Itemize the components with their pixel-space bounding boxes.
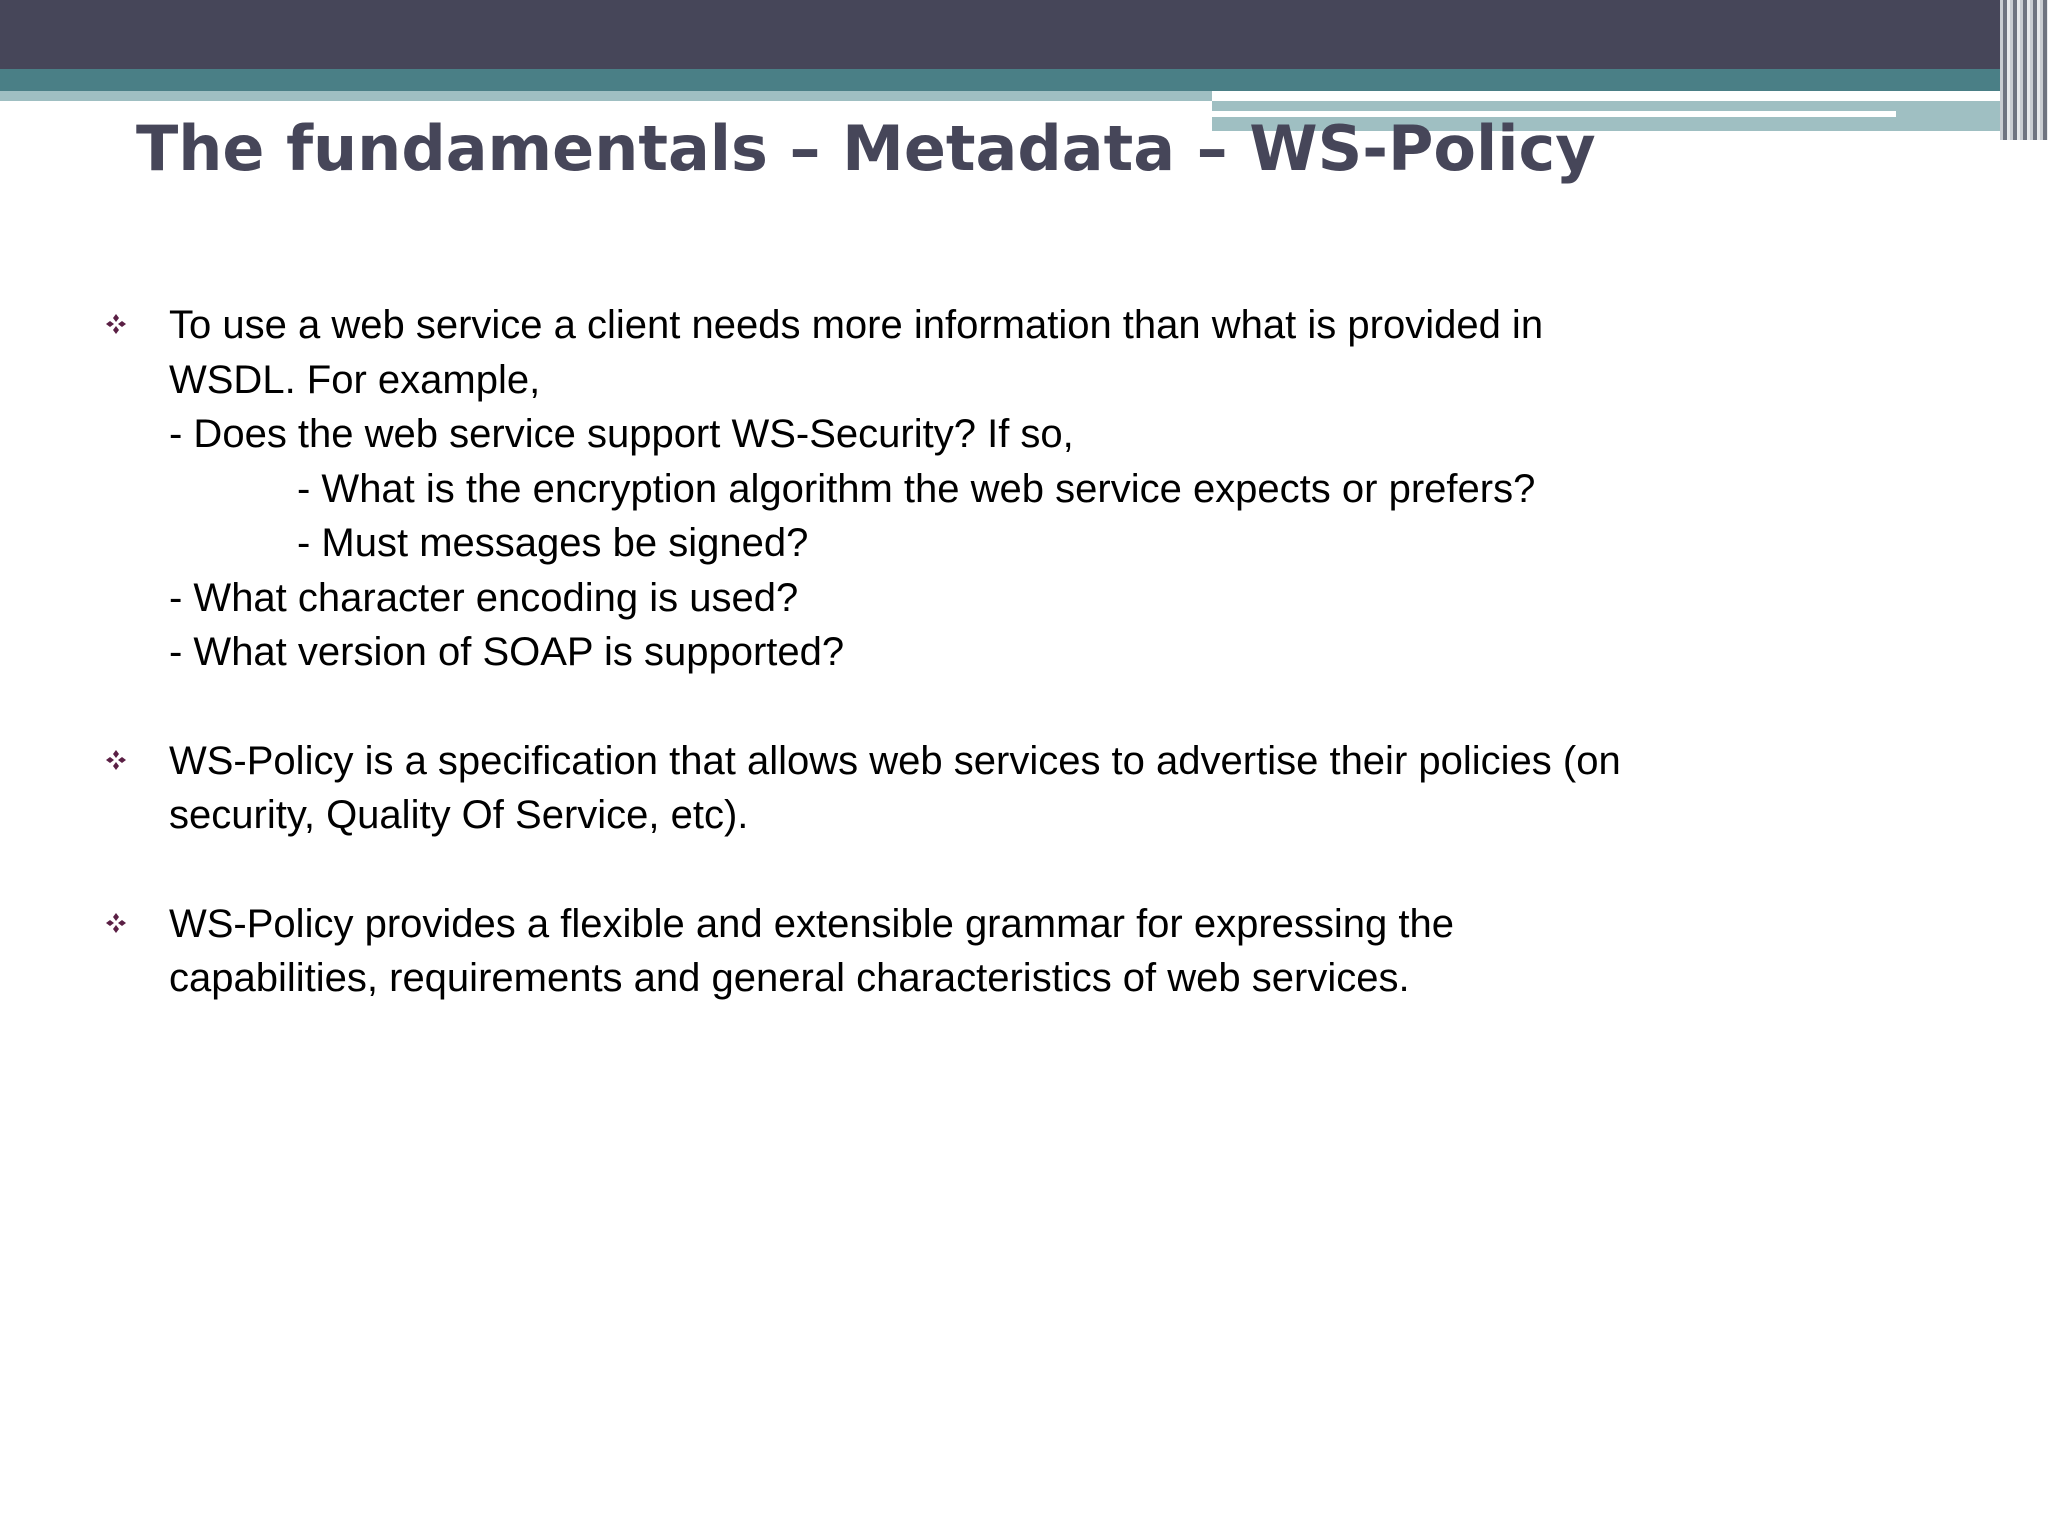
bullet-item bbox=[0, 897, 1869, 1006]
four-diamond-bullet-icon bbox=[105, 313, 127, 335]
bullet-text-line: WSDL. For example, bbox=[169, 357, 541, 402]
bullet-text-line: WS-Policy provides a flexible and extensible grammar for expressing the bbox=[169, 901, 1455, 946]
sub-sub-item-line: - Must messages be signed? bbox=[297, 521, 809, 565]
four-diamond-bullet-icon bbox=[105, 912, 127, 934]
slide-title: The fundamentals – Metadata – WS-Policy bbox=[136, 112, 1596, 185]
header-band-light-left bbox=[0, 91, 1212, 101]
sub-sub-item-line: - What is the encryption algorithm the web service expects or prefers? bbox=[297, 466, 1536, 511]
sub-item-line: - What character encoding is used? bbox=[169, 575, 799, 620]
bullet-text-line: To use a web service a client needs more information than what is provided in bbox=[169, 303, 1544, 347]
header-stripe-decoration bbox=[2000, 0, 2048, 140]
slide-content bbox=[0, 298, 2048, 1006]
bullet-item bbox=[0, 298, 1869, 680]
sub-item-line: - What version of SOAP is supported? bbox=[169, 630, 845, 674]
bullet-text-line: WS-Policy is a specification that allows web services to advertise their policies (on bbox=[169, 738, 1621, 783]
bullet-text-line: capabilities, requirements and general characteristics of web services. bbox=[169, 956, 1410, 1000]
bullet-item bbox=[0, 734, 1869, 843]
sub-item-line: - Does the web service support WS-Security? If so, bbox=[169, 412, 1074, 456]
bullet-text-line: security, Quality Of Service, etc). bbox=[169, 793, 749, 837]
four-diamond-bullet-icon bbox=[105, 749, 127, 771]
header-band-teal bbox=[0, 69, 2048, 91]
header-band-dark bbox=[0, 0, 2048, 69]
